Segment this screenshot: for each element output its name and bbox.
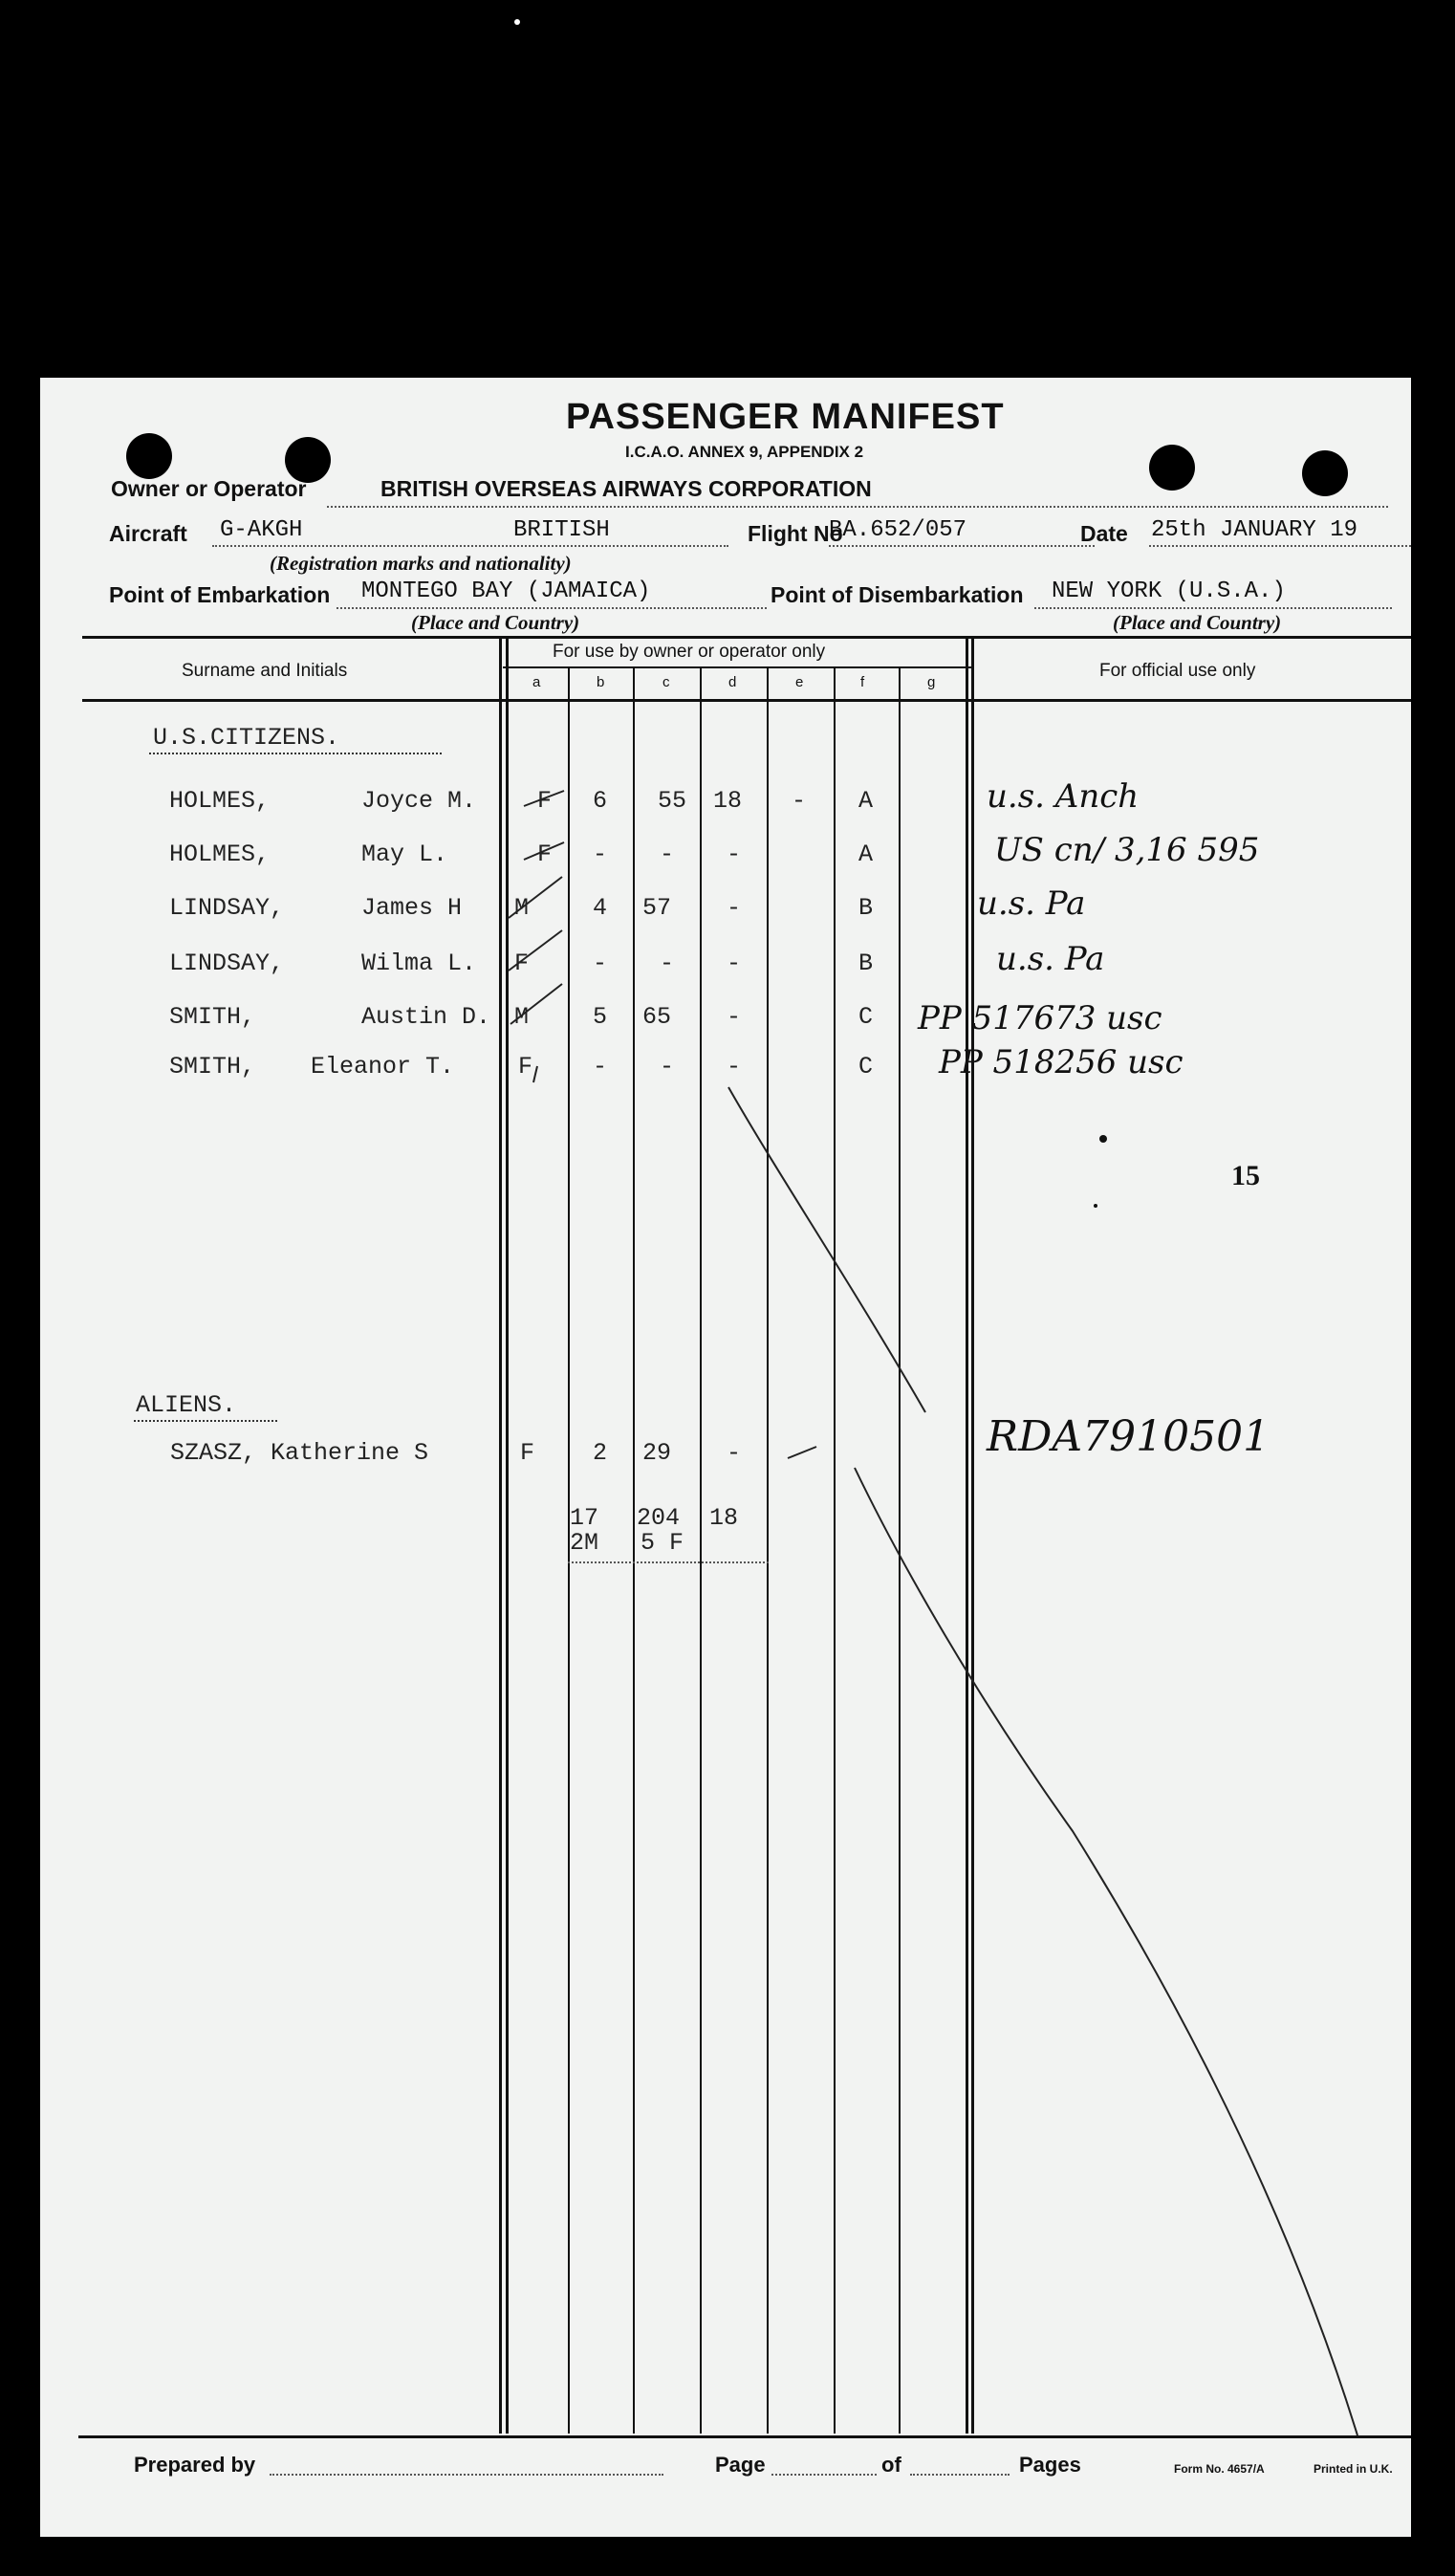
pen-marks [40, 378, 1411, 2537]
cell-a: F [537, 787, 553, 815]
cell-a: F [518, 1053, 533, 1081]
column-letter: a [532, 674, 541, 690]
embarkation-label: Point of Embarkation [109, 582, 331, 607]
ink-dot [1099, 1135, 1107, 1143]
column-header-owner-use: For use by owner or operator only [553, 642, 826, 662]
official-note: u.s. Pa [996, 940, 1105, 978]
cell-d: - [727, 950, 742, 977]
cell-a: M [514, 1003, 530, 1031]
check-mark [788, 1447, 816, 1458]
cell-b: 4 [593, 894, 608, 922]
cell-c: - [660, 1053, 675, 1081]
footer-rule [78, 2435, 1411, 2438]
section-heading-aliens: ALIENS. [136, 1391, 237, 1419]
cell-b: - [593, 950, 608, 977]
prepared-by-label: Prepared by [134, 2453, 256, 2477]
passenger-initials: Eleanor T. [311, 1053, 455, 1081]
column-letter: b [597, 674, 605, 690]
cell-f: C [858, 1053, 874, 1081]
dotted-line [910, 2474, 1010, 2476]
cell-f: B [858, 894, 874, 922]
page-label: Page [715, 2453, 766, 2477]
passenger-initials: James H [361, 894, 463, 922]
aircraft-nationality: BRITISH [513, 517, 610, 543]
date-label: Date [1080, 521, 1128, 546]
cell-d: - [727, 840, 742, 868]
official-note: PP 517673 usc [918, 999, 1162, 1037]
cell-c: 29 [642, 1439, 672, 1467]
column-letter: e [795, 674, 804, 690]
cell-c: - [660, 950, 675, 977]
cell-c: - [660, 840, 675, 868]
embarkation-value: MONTEGO BAY (JAMAICA) [361, 579, 651, 604]
cell-c: 55 [658, 787, 687, 815]
passenger-initials: May L. [361, 840, 448, 868]
diagonal-strike [728, 1087, 925, 1412]
aircraft-registration: G-AKGH [220, 517, 303, 543]
cell-b: 6 [593, 787, 608, 815]
passenger-name: SZASZ, Katherine S [170, 1439, 429, 1467]
embarkation-note: (Place and Country) [411, 611, 580, 634]
check-mark [524, 842, 564, 860]
form-number: Form No. 4657/A [1174, 2462, 1265, 2476]
passenger-surname: LINDSAY, [169, 894, 285, 922]
cell-a: F [537, 840, 553, 868]
total-c-detail: 5 F [641, 1529, 684, 1557]
page-count-stamp: 15 [1231, 1160, 1260, 1191]
passenger-initials: Wilma L. [361, 950, 477, 977]
section-heading-us: U.S.CITIZENS. [153, 724, 340, 752]
dotted-line [270, 2474, 663, 2476]
check-mark [533, 1066, 537, 1082]
pages-label: Pages [1019, 2453, 1081, 2477]
column-letter: g [927, 674, 936, 690]
passenger-surname: SMITH, [169, 1003, 256, 1031]
disembarkation-note: (Place and Country) [1113, 611, 1282, 634]
of-label: of [881, 2453, 901, 2477]
cell-f: B [858, 950, 874, 977]
dust-speck [514, 19, 520, 25]
official-note: u.s. Pa [977, 884, 1086, 923]
check-mark [524, 791, 564, 806]
column-header-official: For official use only [1099, 661, 1256, 681]
dotted-line [771, 2474, 877, 2476]
cell-d: 18 [713, 787, 743, 815]
aircraft-label: Aircraft [109, 521, 187, 546]
cell-c: 57 [642, 894, 672, 922]
date-value: 25th JANUARY 19 [1151, 517, 1358, 543]
cell-a: F [520, 1439, 535, 1467]
column-header-name: Surname and Initials [182, 661, 348, 681]
passenger-initials: Austin D. [361, 1003, 491, 1031]
column-letter: f [860, 674, 865, 690]
official-note: u.s. Anch [987, 777, 1140, 816]
cell-d: - [727, 1053, 742, 1081]
diagonal-strike [855, 1468, 1357, 2435]
manifest-page [40, 378, 1411, 2537]
owner-label: Owner or Operator [111, 476, 307, 501]
column-letter: d [728, 674, 737, 690]
owner-value: BRITISH OVERSEAS AIRWAYS CORPORATION [380, 476, 872, 501]
total-b: 17 [570, 1504, 599, 1532]
cell-d: - [727, 894, 742, 922]
cell-c: 65 [642, 1003, 672, 1031]
passenger-surname: HOLMES, [169, 787, 271, 815]
passenger-surname: LINDSAY, [169, 950, 285, 977]
total-b-detail: 2M [570, 1529, 599, 1557]
cell-b: 2 [593, 1439, 608, 1467]
passenger-surname: HOLMES, [169, 840, 271, 868]
passenger-initials: Joyce M. [361, 787, 477, 815]
cell-b: 5 [593, 1003, 608, 1031]
official-note: PP 518256 usc [939, 1043, 1184, 1081]
cell-b: - [593, 1053, 608, 1081]
cell-f: A [858, 787, 874, 815]
printed-note: Printed in U.K. [1314, 2462, 1393, 2476]
page-subtitle: I.C.A.O. ANNEX 9, APPENDIX 2 [625, 443, 864, 461]
cell-e: - [792, 787, 807, 815]
flight-value: BA.652/057 [829, 517, 967, 543]
passenger-surname: SMITH, [169, 1053, 256, 1081]
disembarkation-label: Point of Disembarkation [771, 582, 1024, 607]
flight-label: Flight No [748, 521, 843, 546]
cell-f: A [858, 840, 874, 868]
total-d: 18 [709, 1504, 739, 1532]
cell-a: M [514, 894, 530, 922]
cell-b: - [593, 840, 608, 868]
page-title: PASSENGER MANIFEST [566, 397, 1005, 437]
total-c: 204 [637, 1504, 681, 1532]
cell-d: - [727, 1439, 742, 1467]
column-letter: c [662, 674, 670, 690]
ink-dot [1094, 1204, 1097, 1208]
cell-f: C [858, 1003, 874, 1031]
check-mark [509, 930, 562, 971]
cell-d: - [727, 1003, 742, 1031]
check-mark [509, 877, 562, 918]
disembarkation-value: NEW YORK (U.S.A.) [1052, 579, 1286, 604]
check-mark [510, 984, 562, 1024]
cell-a: F [514, 950, 530, 977]
official-note: US cn/ 3,16 595 [994, 831, 1260, 869]
official-note: RDA7910501 [987, 1412, 1270, 1461]
registration-note: (Registration marks and nationality) [270, 552, 572, 575]
